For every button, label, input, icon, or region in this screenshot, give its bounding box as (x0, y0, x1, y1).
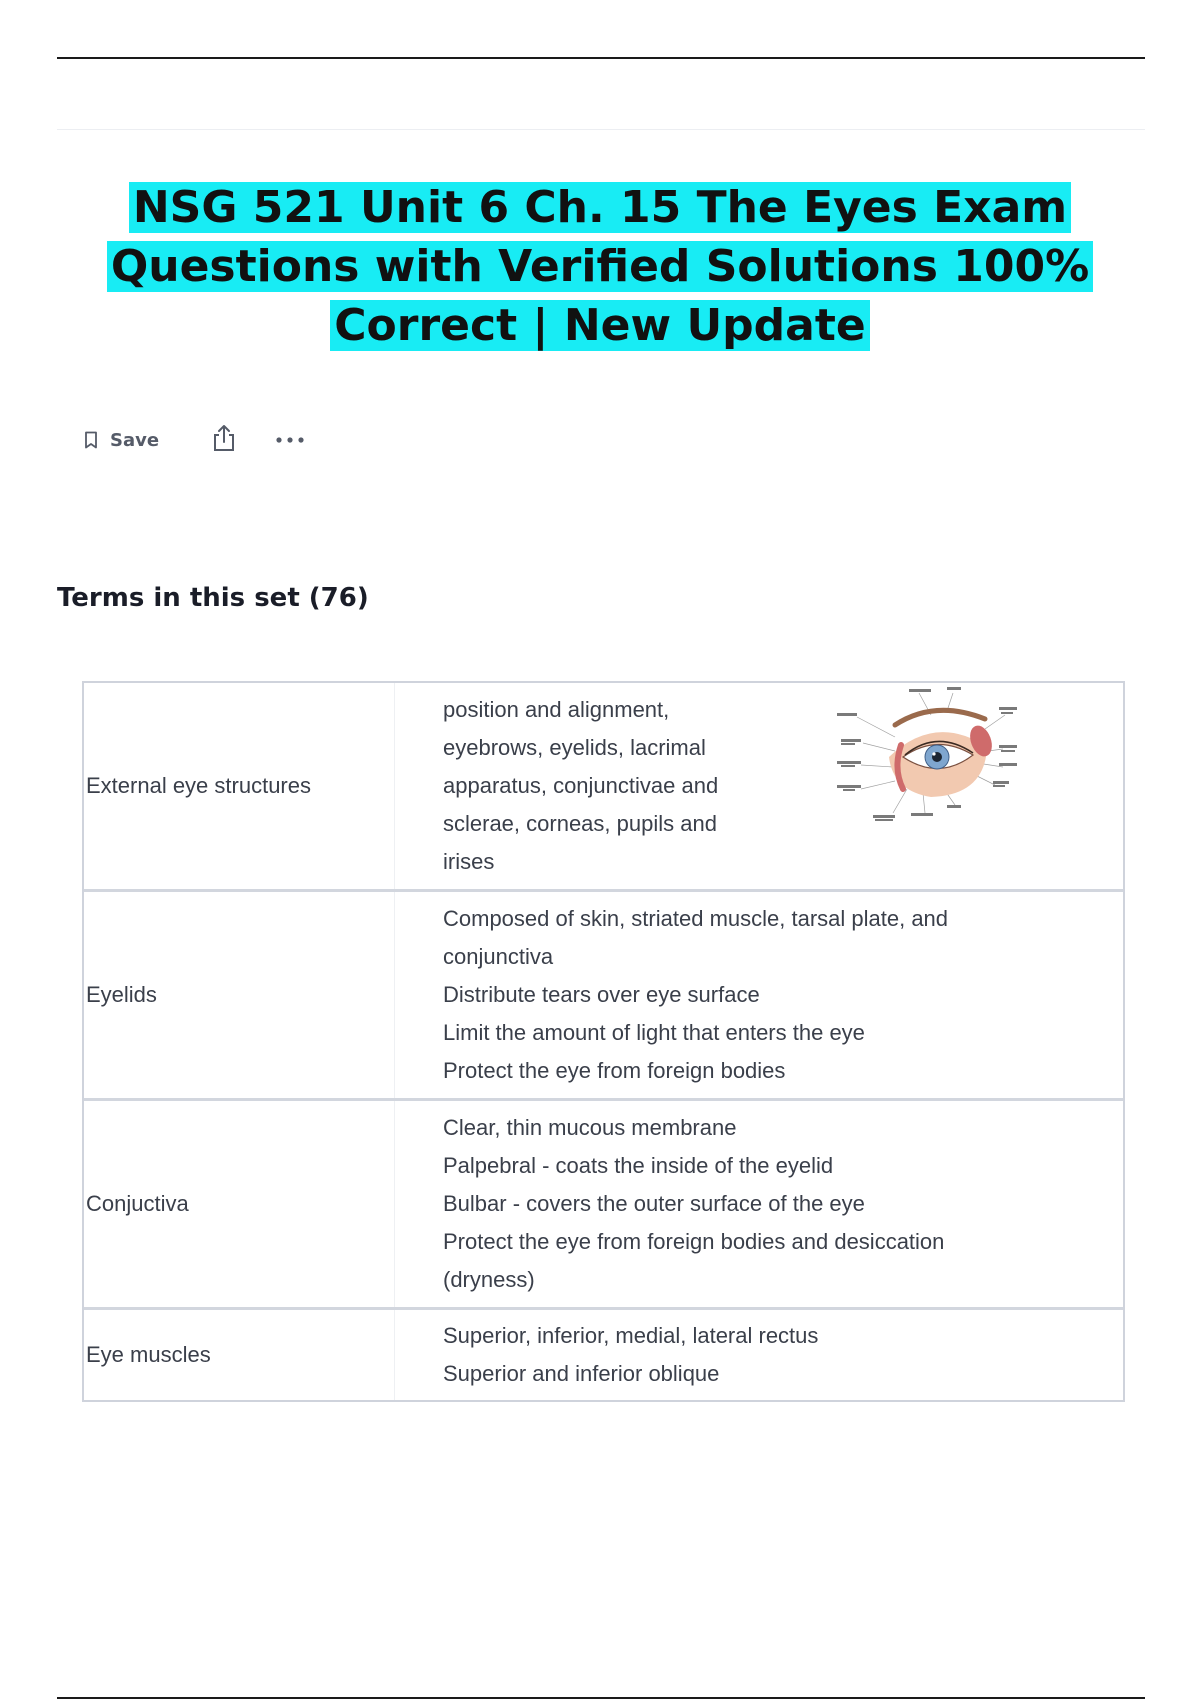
eye-anatomy-image (835, 685, 1020, 835)
header-divider (57, 129, 1145, 130)
definition-line: Protect the eye from foreign bodies and desiccation (443, 1229, 945, 1254)
definition-line: Distribute tears over eye surface (443, 982, 760, 1007)
bottom-rule (57, 1697, 1145, 1699)
terms-table (82, 681, 1125, 1402)
definition-line: Clear, thin mucous membrane (443, 1115, 737, 1140)
definition (443, 900, 948, 1090)
term-text: Conjuctiva (84, 1101, 395, 1307)
definition-line: (dryness) (443, 1267, 535, 1292)
definition-cell (395, 1310, 1123, 1400)
term-row[interactable] (84, 683, 1123, 889)
term-text: Eye muscles (84, 1310, 395, 1400)
definition-cell (395, 892, 1123, 1098)
save-label: Save (110, 429, 160, 451)
more-options-button[interactable] (275, 431, 305, 449)
definition (443, 1109, 944, 1299)
definition-line: Composed of skin, striated muscle, tarsal plate, and (443, 906, 949, 931)
term-text: Eyelids (84, 892, 395, 1098)
definition-line: Limit the amount of light that enters the eye (443, 1020, 865, 1045)
top-rule (57, 57, 1145, 59)
save-button[interactable] (84, 430, 159, 451)
bookmark-icon (84, 431, 98, 449)
definition-cell (395, 683, 1123, 889)
action-toolbar (84, 424, 305, 456)
definition-line: conjunctiva (443, 944, 554, 969)
title-block (40, 178, 1160, 355)
definition-line: Superior, inferior, medial, lateral rectus (443, 1323, 819, 1348)
definition-line: sclerae, corneas, pupils and (443, 811, 717, 836)
definition-line: eyebrows, eyelids, lacrimal (443, 735, 706, 760)
share-icon (211, 424, 237, 457)
definition-line: Protect the eye from foreign bodies (443, 1058, 786, 1083)
term-row[interactable] (84, 889, 1123, 1098)
definition-line: Superior and inferior oblique (443, 1361, 720, 1386)
definition-line: irises (443, 849, 495, 874)
term-row[interactable] (84, 1098, 1123, 1307)
terms-heading: Terms in this set (76) (57, 583, 369, 613)
definition-line: position and alignment, (443, 697, 670, 722)
definition-line: Bulbar - covers the outer surface of the eye (443, 1191, 865, 1216)
term-row[interactable] (84, 1307, 1123, 1400)
more-horizontal-icon (275, 431, 305, 449)
term-text: External eye structures (84, 683, 395, 889)
definition (443, 1317, 818, 1393)
definition-line: Palpebral - coats the inside of the eyelid (443, 1153, 834, 1178)
page-title: NSG 521 Unit 6 Ch. 15 The Eyes Exam Questions with Verified Solutions 100% Correct | New Update (107, 182, 1093, 351)
share-button[interactable] (211, 424, 237, 457)
definition-cell (395, 1101, 1123, 1307)
definition-line: apparatus, conjunctivae and (443, 773, 719, 798)
definition (443, 691, 718, 881)
